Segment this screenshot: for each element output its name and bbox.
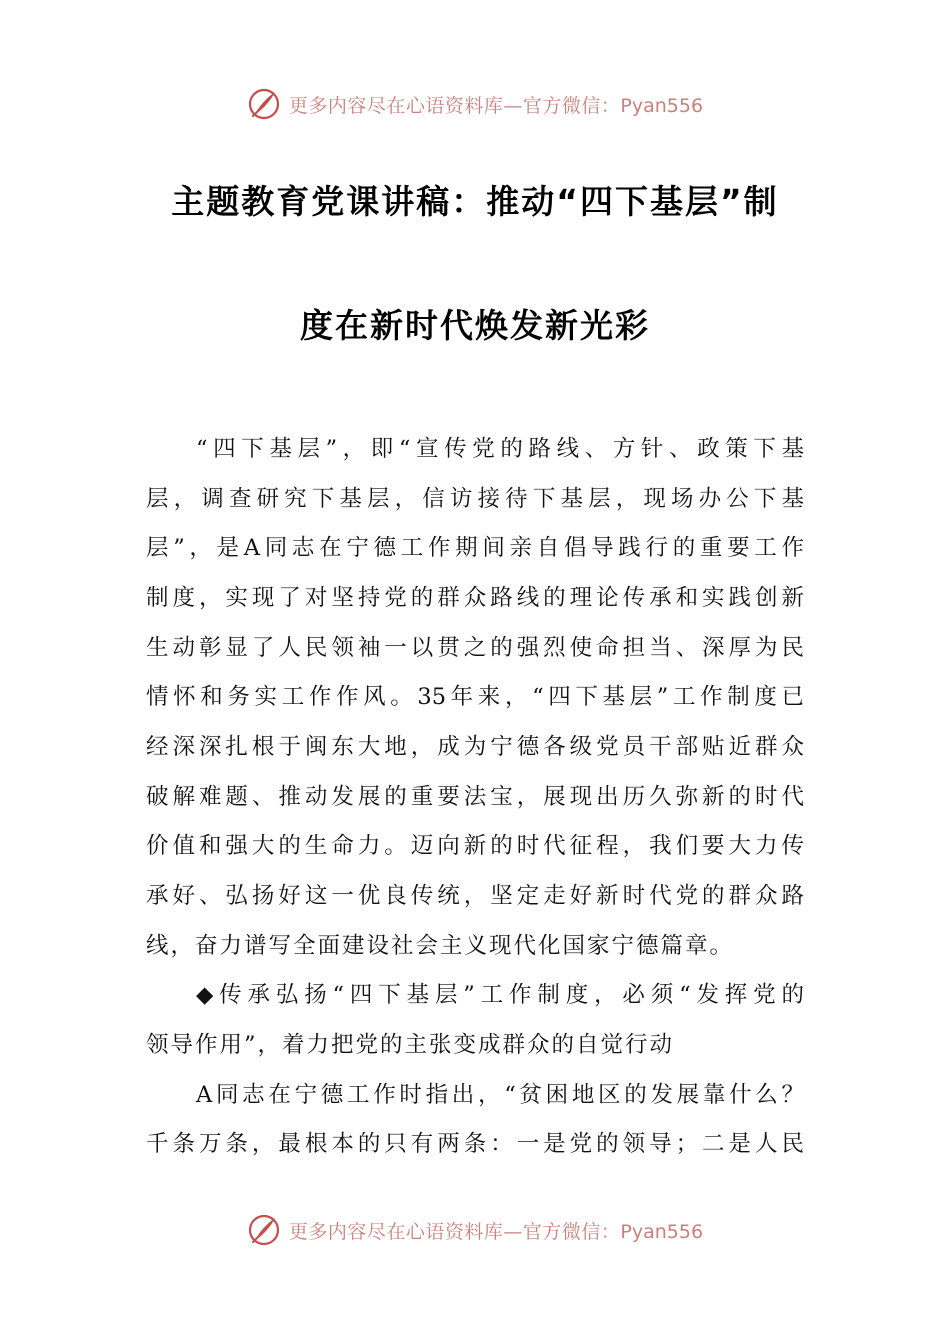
- watermark-text: 更多内容尽在心语资料库—官方微信：Pyan556: [288, 1220, 704, 1243]
- body-line: 情怀和务实工作作风。35年来，“四下基层”工作制度已: [146, 684, 804, 710]
- body-line: 生动彰显了人民领袖一以贯之的强烈使命担当、深厚为民: [146, 635, 804, 661]
- body-line: A同志在宁德工作时指出，“贫困地区的发展靠什么？: [196, 1082, 804, 1108]
- document-title-line-1: 主题教育党课讲稿：推动“四下基层”制: [171, 182, 779, 221]
- body-line: 层，调查研究下基层，信访接待下基层，现场办公下基: [146, 486, 804, 512]
- body-line: “四下基层”，即“宣传党的路线、方针、政策下基: [196, 436, 804, 462]
- body-line: 经深深扎根于闽东大地，成为宁德各级党员干部贴近群众: [146, 734, 804, 760]
- watermark-text: 更多内容尽在心语资料库—官方微信：Pyan556: [288, 94, 704, 117]
- watermark-footer: [0, 1208, 950, 1252]
- body-line: 价值和强大的生命力。迈向新的时代征程，我们要大力传: [146, 833, 804, 859]
- section-heading-line: ◆传承弘扬“四下基层”工作制度，必须“发挥党的: [196, 982, 804, 1008]
- body-line: 制度，实现了对坚持党的群众路线的理论传承和实践创新: [146, 585, 804, 611]
- document-title-line-2: 度在新时代焕发新光彩: [300, 306, 650, 345]
- quill-logo-icon: [247, 1213, 281, 1247]
- quill-logo-icon: [247, 87, 281, 121]
- body-line: 破解难题、推动发展的重要法宝，展现出历久弥新的时代: [146, 784, 804, 810]
- watermark-header: [0, 82, 950, 126]
- body-line: 线，奋力谱写全面建设社会主义现代化国家宁德篇章。: [146, 933, 735, 959]
- body-line: 层”，是A同志在宁德工作期间亲自倡导践行的重要工作: [146, 535, 804, 561]
- body-line: 承好、弘扬好这一优良传统，坚定走好新时代党的群众路: [146, 883, 804, 909]
- body-line: 千条万条，最根本的只有两条：一是党的领导；二是人民: [146, 1131, 804, 1157]
- wechat-id: Pyan556: [620, 1220, 704, 1243]
- wechat-id: Pyan556: [620, 94, 704, 117]
- section-heading-line: 领导作用”，着力把党的主张变成群众的自觉行动: [146, 1032, 675, 1058]
